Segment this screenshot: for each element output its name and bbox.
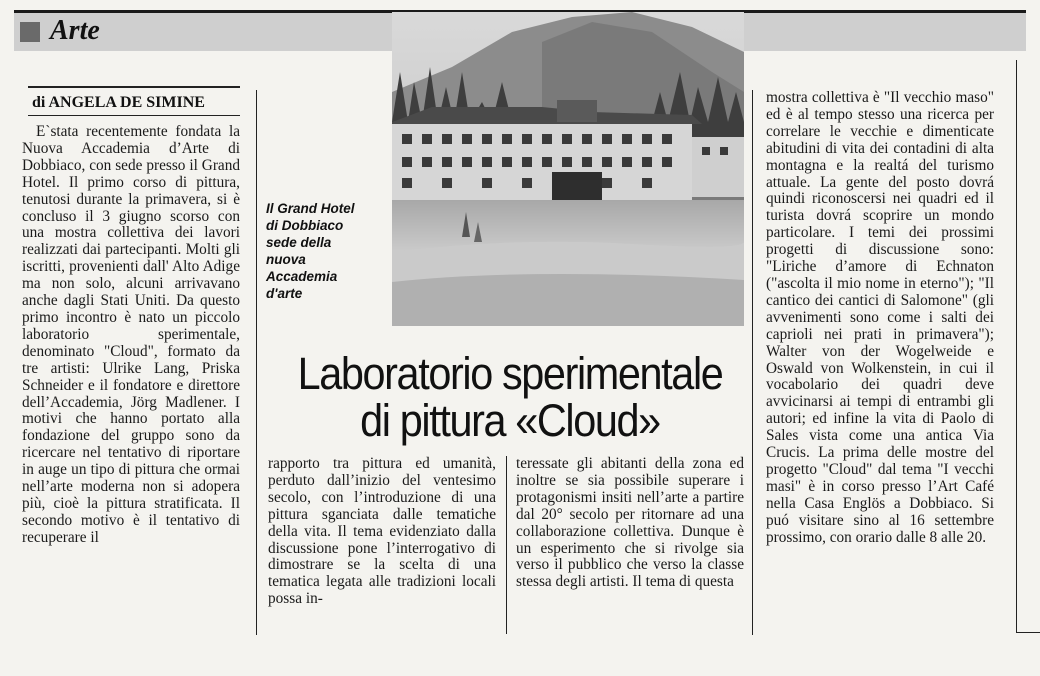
column-rule-3 xyxy=(752,90,753,635)
caption-line: nuova xyxy=(266,252,306,267)
caption-line: Il Grand Hotel xyxy=(266,201,355,216)
caption-line: di Dobbiaco xyxy=(266,218,344,233)
article-column-4 xyxy=(516,456,744,631)
column-rule-2 xyxy=(506,456,507,634)
article-paragraph: E`stata recentemente fondata la Nuova Accademia d’Arte di Dobbiaco, con sede presso il Grand Hotel. Il primo corso di pittura, tenutosi durante la primavera, si è concluso il 3 giugno scorso con una mostra collettiva dei lavori realizzati dai partecipanti. Molti gli iscritti, provenienti dall' Alto Adige ma non solo, alcuni arrivavano anche dagli Stati Uniti. Da questo primo incontro è nato un piccolo laboratorio sperimentale, denominato "Cloud", formato da tre artisti: Ulrike Lang, Priska Schneider e il fondatore e direttore dell’Accademia, Jörg Madlener. I motivi che hanno portato alla fondazione del gruppo sono da ricercare nel tentativo di riportare in auge un tipo di pittura che ormai nell’arte moderna non si adopera più, cioè la pittura stratificata. Il secondo motivo è il tentativo di recuperare il xyxy=(22,123,240,546)
byline-rule-top xyxy=(28,86,240,88)
photo-caption xyxy=(266,200,386,302)
caption-line: Accademia xyxy=(266,269,338,284)
photo-illustration xyxy=(392,12,744,326)
section-marker-square xyxy=(20,22,40,42)
edge-rule xyxy=(1016,60,1017,632)
bottom-rule xyxy=(1016,632,1040,633)
article-column-1 xyxy=(22,124,240,624)
article-column-3 xyxy=(268,456,496,631)
article-column-5 xyxy=(766,90,994,635)
byline: di ANGELA DE SIMINE xyxy=(32,94,205,111)
column-rule-1 xyxy=(256,90,257,635)
article-paragraph: rapporto tra pittura ed umanità, perduto dall’inizio del ventesimo secolo, con l’introduzione di una pittura sganciata dalle tematiche della vita. Il tema evidenziato dalla discussione pone l’interrogativo di dimostrare se la scelta di una tematica legata alle tradizioni locali possa in- xyxy=(268,455,496,608)
article-paragraph: mostra collettiva è "Il vecchio maso" ed è al tempo stesso una ricerca per correlare le vecchie e dimenticate abitudini di vita dei contadini di alta montagna e la realtá del turismo attuale. La gente del posto dovrá quindi riconoscersi nei quadri ed il turista dovrá scoprire un mondo particolare. I temi dei prossimi progetti di discussione sono: "Liriche d’amore di Echnaton ("ascolta il mio nome in eterno"); "Il cantico dei cantici di Salomone" (gli avvenimenti sono come i salti dei caprioli nei prati in primavera"); Walter von der Wogelweide e Oswald von Wolkenstein, in cui il vocabolario dei quadri deve avvicinarsi ai tempi di entrambi gli autori; ed infine la vita di Paolo di Sales vista come una antica Via Crucis. La prima delle mostre del progetto "Cloud" dal tema "I vecchi masi" è in corso presso l’Art Café nella Casa Englös a Dobbiaco. Si puó visitare sino al 16 settembre prossimo, con orario dalle 8 alle 20. xyxy=(766,89,994,546)
caption-line: sede della xyxy=(266,235,332,250)
byline-rule-bottom xyxy=(28,115,240,116)
grand-hotel-photo xyxy=(392,12,744,326)
caption-line: d'arte xyxy=(266,286,303,301)
headline-line-2: di pittura «Cloud» xyxy=(360,395,660,446)
headline-line-1: Laboratorio sperimentale xyxy=(297,348,723,399)
headline xyxy=(271,350,749,444)
section-title: Arte xyxy=(50,15,100,46)
article-paragraph: teressate gli abitanti della zona ed inoltre se sia possibile superare i protagonismi insiti nell’arte a partire dal 20° secolo per ritornare ad una collaborazione collettiva. Dunque è un esperimento che si rivolge sia verso il pubblico che verso la classe stessa degli artisti. Il tema di questa xyxy=(516,455,744,591)
